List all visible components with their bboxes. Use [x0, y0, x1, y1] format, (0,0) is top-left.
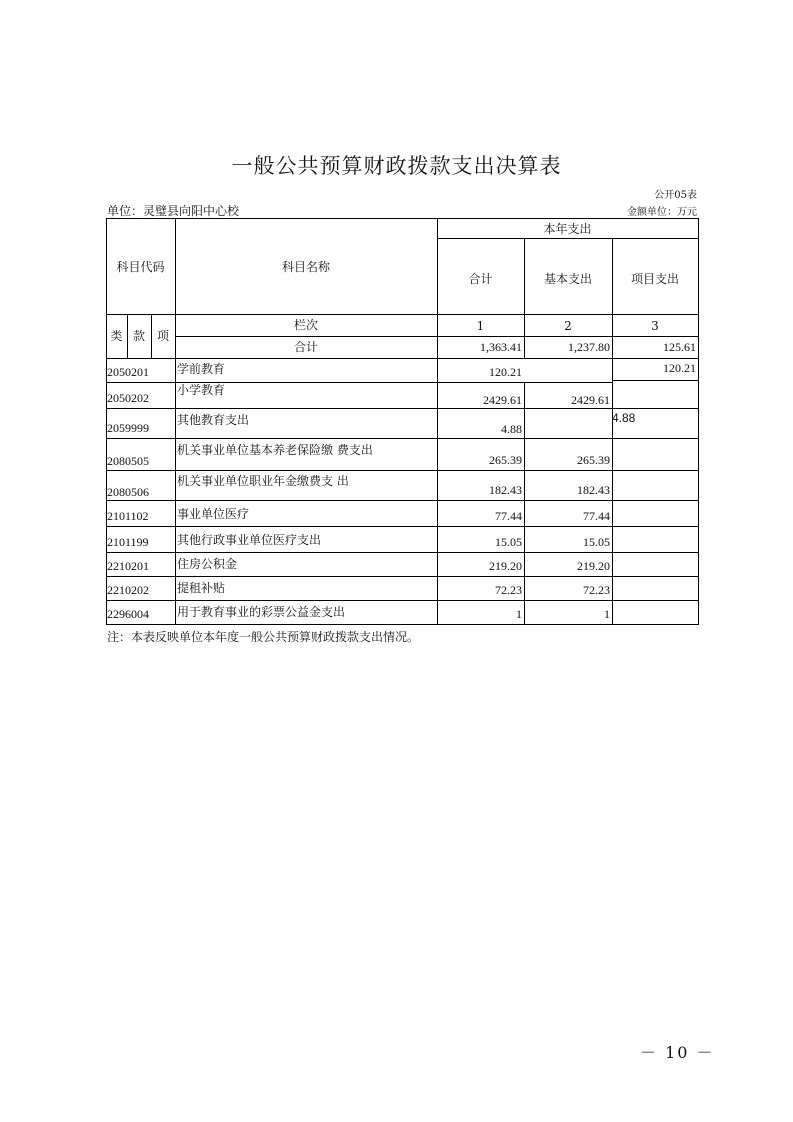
- header-basic: 基本支出: [543, 272, 592, 286]
- header-class: 类: [110, 329, 123, 343]
- header-column-no: 栏次: [293, 318, 318, 332]
- form-code: 公开05表: [654, 190, 697, 201]
- total-row-basic: 1,237.80: [568, 340, 610, 354]
- row-total: 120.21: [489, 365, 522, 379]
- page-title: 一般公共预算财政拨款支出决算表: [231, 154, 562, 178]
- header-year-expense: 本年支出: [543, 222, 592, 236]
- row-total: 15.05: [495, 535, 522, 549]
- table-note: 注：本表反映单位本年度一般公共预算财政拨款支出情况。: [107, 630, 420, 644]
- total-row-project: 125.61: [663, 340, 696, 354]
- row-project: 120.21: [663, 361, 696, 375]
- row-total: 72.23: [495, 583, 522, 597]
- row-code: 2059999: [107, 421, 149, 435]
- row-total: 219.20: [489, 559, 522, 573]
- row-code: 2296004: [107, 607, 149, 621]
- total-row-label: 合计: [293, 340, 318, 354]
- header-section: 款: [132, 329, 145, 343]
- row-code: 2101102: [107, 509, 149, 523]
- amount-unit-label: 金额单位：万元: [627, 207, 697, 218]
- row-basic: 77.44: [583, 509, 610, 523]
- row-name: 提租补贴: [177, 581, 226, 595]
- row-basic: 15.05: [583, 535, 610, 549]
- row-name: 其他教育支出: [177, 413, 250, 427]
- row-total: 2429.61: [483, 393, 522, 407]
- row-name: 机关事业单位基本养老保险缴 费支出: [177, 443, 373, 457]
- row-total: 182.43: [489, 483, 522, 497]
- row-project: 4.88: [612, 411, 636, 425]
- header-code: 科目代码: [116, 260, 165, 274]
- header-col3: 3: [651, 319, 659, 333]
- row-code: 2080505: [107, 454, 149, 468]
- row-code: 2080506: [107, 485, 149, 499]
- total-row-total: 1,363.41: [480, 340, 522, 354]
- row-basic: 2429.61: [571, 393, 610, 407]
- row-name: 学前教育: [177, 362, 226, 376]
- row-name: 其他行政事业单位医疗支出: [177, 533, 322, 547]
- row-total: 4.88: [501, 422, 522, 436]
- row-name: 事业单位医疗: [177, 507, 250, 521]
- row-basic: 72.23: [583, 583, 610, 597]
- row-name: 机关事业单位职业年金缴费支 出: [177, 474, 349, 488]
- row-code: 2050202: [107, 391, 149, 405]
- row-basic: 1: [604, 607, 610, 621]
- row-total: 77.44: [495, 509, 522, 523]
- row-name: 住房公积金: [177, 557, 238, 571]
- row-code: 2050201: [107, 365, 149, 379]
- row-basic: 182.43: [577, 483, 610, 497]
- row-total: 1: [516, 607, 522, 621]
- row-name: 用于教育事业的彩票公益金支出: [177, 605, 346, 619]
- unit-label: 单位：灵璧县向阳中心校: [107, 204, 240, 218]
- row-code: 2210201: [107, 559, 149, 573]
- row-basic: 265.39: [577, 453, 610, 467]
- row-name: 小学教育: [177, 383, 226, 397]
- header-col1: 1: [476, 319, 485, 333]
- row-code: 2210202: [107, 583, 149, 597]
- row-basic: 219.20: [577, 559, 610, 573]
- row-total: 265.39: [489, 453, 522, 467]
- header-total: 合计: [468, 272, 493, 286]
- header-project: 项目支出: [630, 272, 679, 286]
- header-name: 科目名称: [281, 260, 330, 274]
- header-item: 项: [156, 329, 169, 343]
- row-code: 2101199: [107, 535, 149, 549]
- page-number: － 10 －: [640, 1043, 715, 1062]
- header-col2: 2: [564, 319, 572, 333]
